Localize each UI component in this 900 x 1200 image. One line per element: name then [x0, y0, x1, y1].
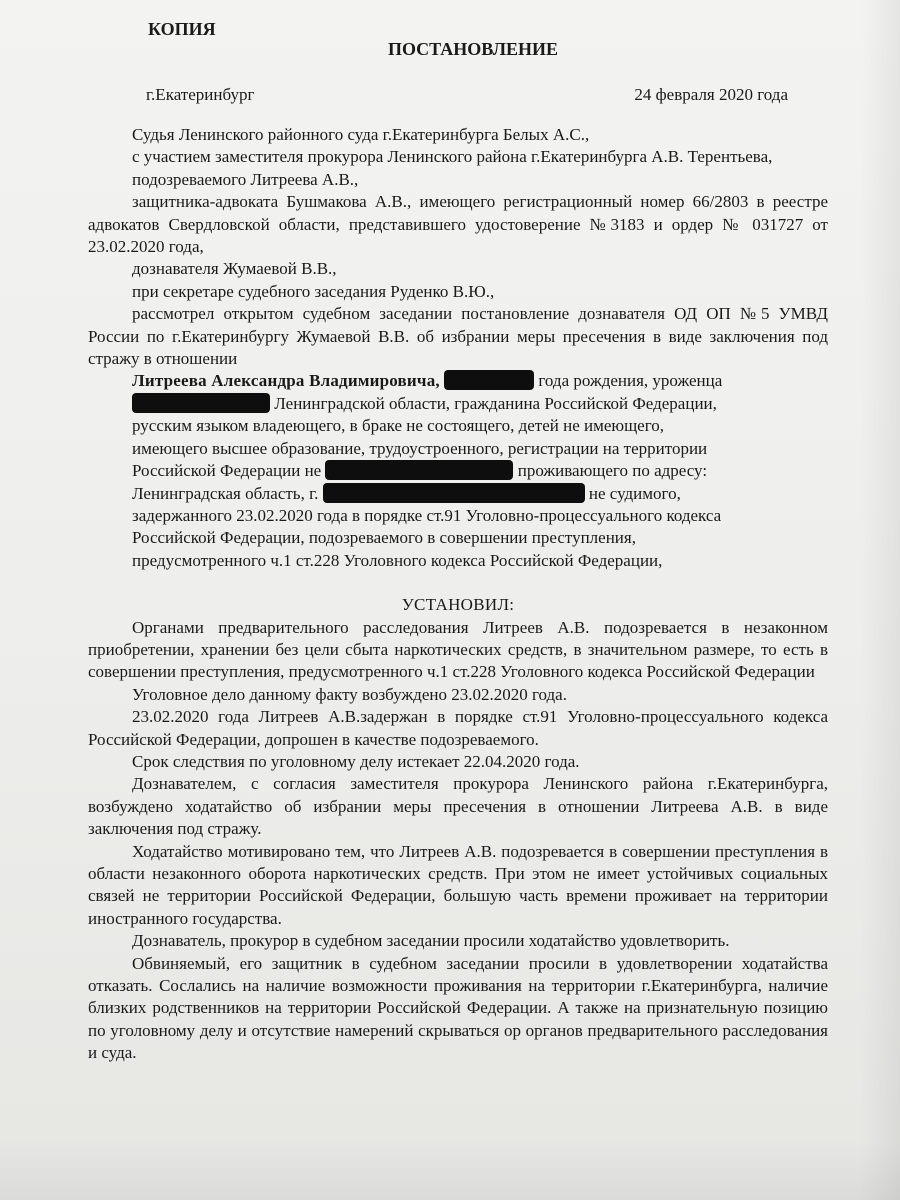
subject-line-5: [132, 460, 828, 482]
judge-line: Судья Ленинского районного суда г.Екатеринбурга Белых А.С.,: [132, 125, 590, 144]
finding-paragraph: Дознавателем, с согласия заместителя прокурора Ленинского района г.Екатеринбурга, возбуждено ходатайство об избрании меры пресечения в отношении Литреева А.В. в виде заключения под стражу.: [88, 774, 828, 839]
city: г.Екатеринбург: [146, 85, 255, 104]
defender-line: защитника-адвоката Бушмакова А.В., имеющего регистрационный номер 66/2803 в реестре адвокатов Свердловской области, представившего удостоверение №3183 и ордер № 031727 от 23.02.2020 года,: [88, 192, 828, 257]
subject-line-8: Российской Федерации, подозреваемого в совершении преступления,: [132, 528, 636, 548]
redaction-birthdate: [444, 370, 534, 390]
document-title: ПОСТАНОВЛЕНИЕ: [387, 39, 559, 59]
section-title: УСТАНОВИЛ:: [401, 595, 515, 615]
subject-line-7a: задержанного 23.02.2020 года в порядке: [132, 505, 423, 525]
subject-line-7b: ст.91 Уголовно-процессуального кодекса: [426, 505, 722, 525]
subject-line-6b: не судимого,: [588, 483, 681, 503]
subject-name: Литреева Александра Владимировича,: [132, 371, 440, 391]
subject-line-1: [132, 370, 828, 392]
finding-paragraph: Обвиняемый, его защитник в судебном заседании просили в удовлетворении ходатайства отказать. Сослались на наличие возможности проживания на территории г.Екатеринбурга, наличие близких родственников на территории Российской Федерации. А также на признательную позицию по уголовному делу и отсутствие намерений скрываться ор органов предварительного расследования и суда.: [88, 953, 828, 1063]
document-body: [88, 124, 828, 1065]
redaction-registration: [325, 460, 513, 480]
subject-line-9: предусмотренного ч.1 ст.228 Уголовного кодекса Российской Федерации,: [132, 550, 663, 570]
subject-birth-tail: года рождения, уроженца: [538, 371, 723, 391]
document-date: 24 февраля 2020 года: [634, 85, 788, 104]
redaction-birthplace: [132, 393, 270, 413]
page-edge-shadow: [860, 0, 900, 1200]
subject-line-3: русским языком владеющего, в браке не состоящего, детей не имеющего,: [132, 416, 665, 436]
page-bottom-shadow: [0, 1140, 900, 1200]
subject-line-2b: Ленинградской области, гражданина Российской Федерации,: [274, 393, 717, 413]
finding-paragraph: Срок следствия по уголовному делу истекает 22.04.2020 года.: [132, 751, 580, 771]
secretary-line: при секретаре судебного заседания Руденко В.Ю.,: [132, 281, 495, 301]
subject-line-5a: Российской Федерации не: [132, 461, 322, 481]
subject-block: [132, 370, 828, 572]
subject-line-6: [132, 483, 828, 505]
subject-line-4: имеющего высшее образование, трудоустроенного, регистрации на территории: [132, 438, 708, 458]
finding-paragraph: Ходатайство мотивировано тем, что Литреев А.В. подозревается в совершении преступления в области незаконного оборота наркотических средств. При этом не имеет устойчивых социальных связей не территории Российской Федерации, большую часть времени проживает на территории иностранного государства.: [88, 841, 828, 928]
subject-line-5b: проживающего по адресу:: [517, 461, 708, 481]
header-row: [146, 84, 788, 106]
finding-paragraph: Органами предварительного расследования Литреев А.В. подозревается в незаконном приобретении, хранении без цели сбыта наркотических средств, в значительном размере, то есть в совершении преступления, предусмотренного ч.1 ст.228 Уголовного кодекса Российской Федерации: [88, 617, 828, 682]
prosecutor-line: с участием заместителя прокурора Ленинского района г.Екатеринбурга А.В. Терентьева,: [132, 147, 773, 167]
subject-line-6a: Ленинградская область, г.: [132, 483, 319, 503]
subject-line-7: [132, 505, 828, 527]
investigator-line: дознавателя Жумаевой В.В.,: [132, 259, 337, 279]
suspect-line: подозреваемого Литреева А.В.,: [132, 169, 359, 189]
finding-paragraph: 23.02.2020 года Литреев А.В.задержан в порядке ст.91 Уголовно-процессуального кодекса Российской Федерации, допрошен в качестве подозреваемого.: [88, 707, 828, 749]
finding-paragraph: Дознаватель, прокурор в судебном заседании просили ходатайство удовлетворить.: [132, 931, 730, 951]
subject-line-2: [132, 393, 828, 415]
considered-line: рассмотрел открытом судебном заседании постановление дознавателя ОД ОП №5 УМВД России по г.Екатеринбургу Жумаевой В.В. об избрании меры пресечения в виде заключения под стражу в отношении: [88, 304, 828, 369]
copy-stamp: КОПИЯ: [148, 19, 216, 39]
redaction-address: [323, 483, 585, 503]
finding-paragraph: Уголовное дело данному факту возбуждено 23.02.2020 года.: [132, 684, 567, 704]
